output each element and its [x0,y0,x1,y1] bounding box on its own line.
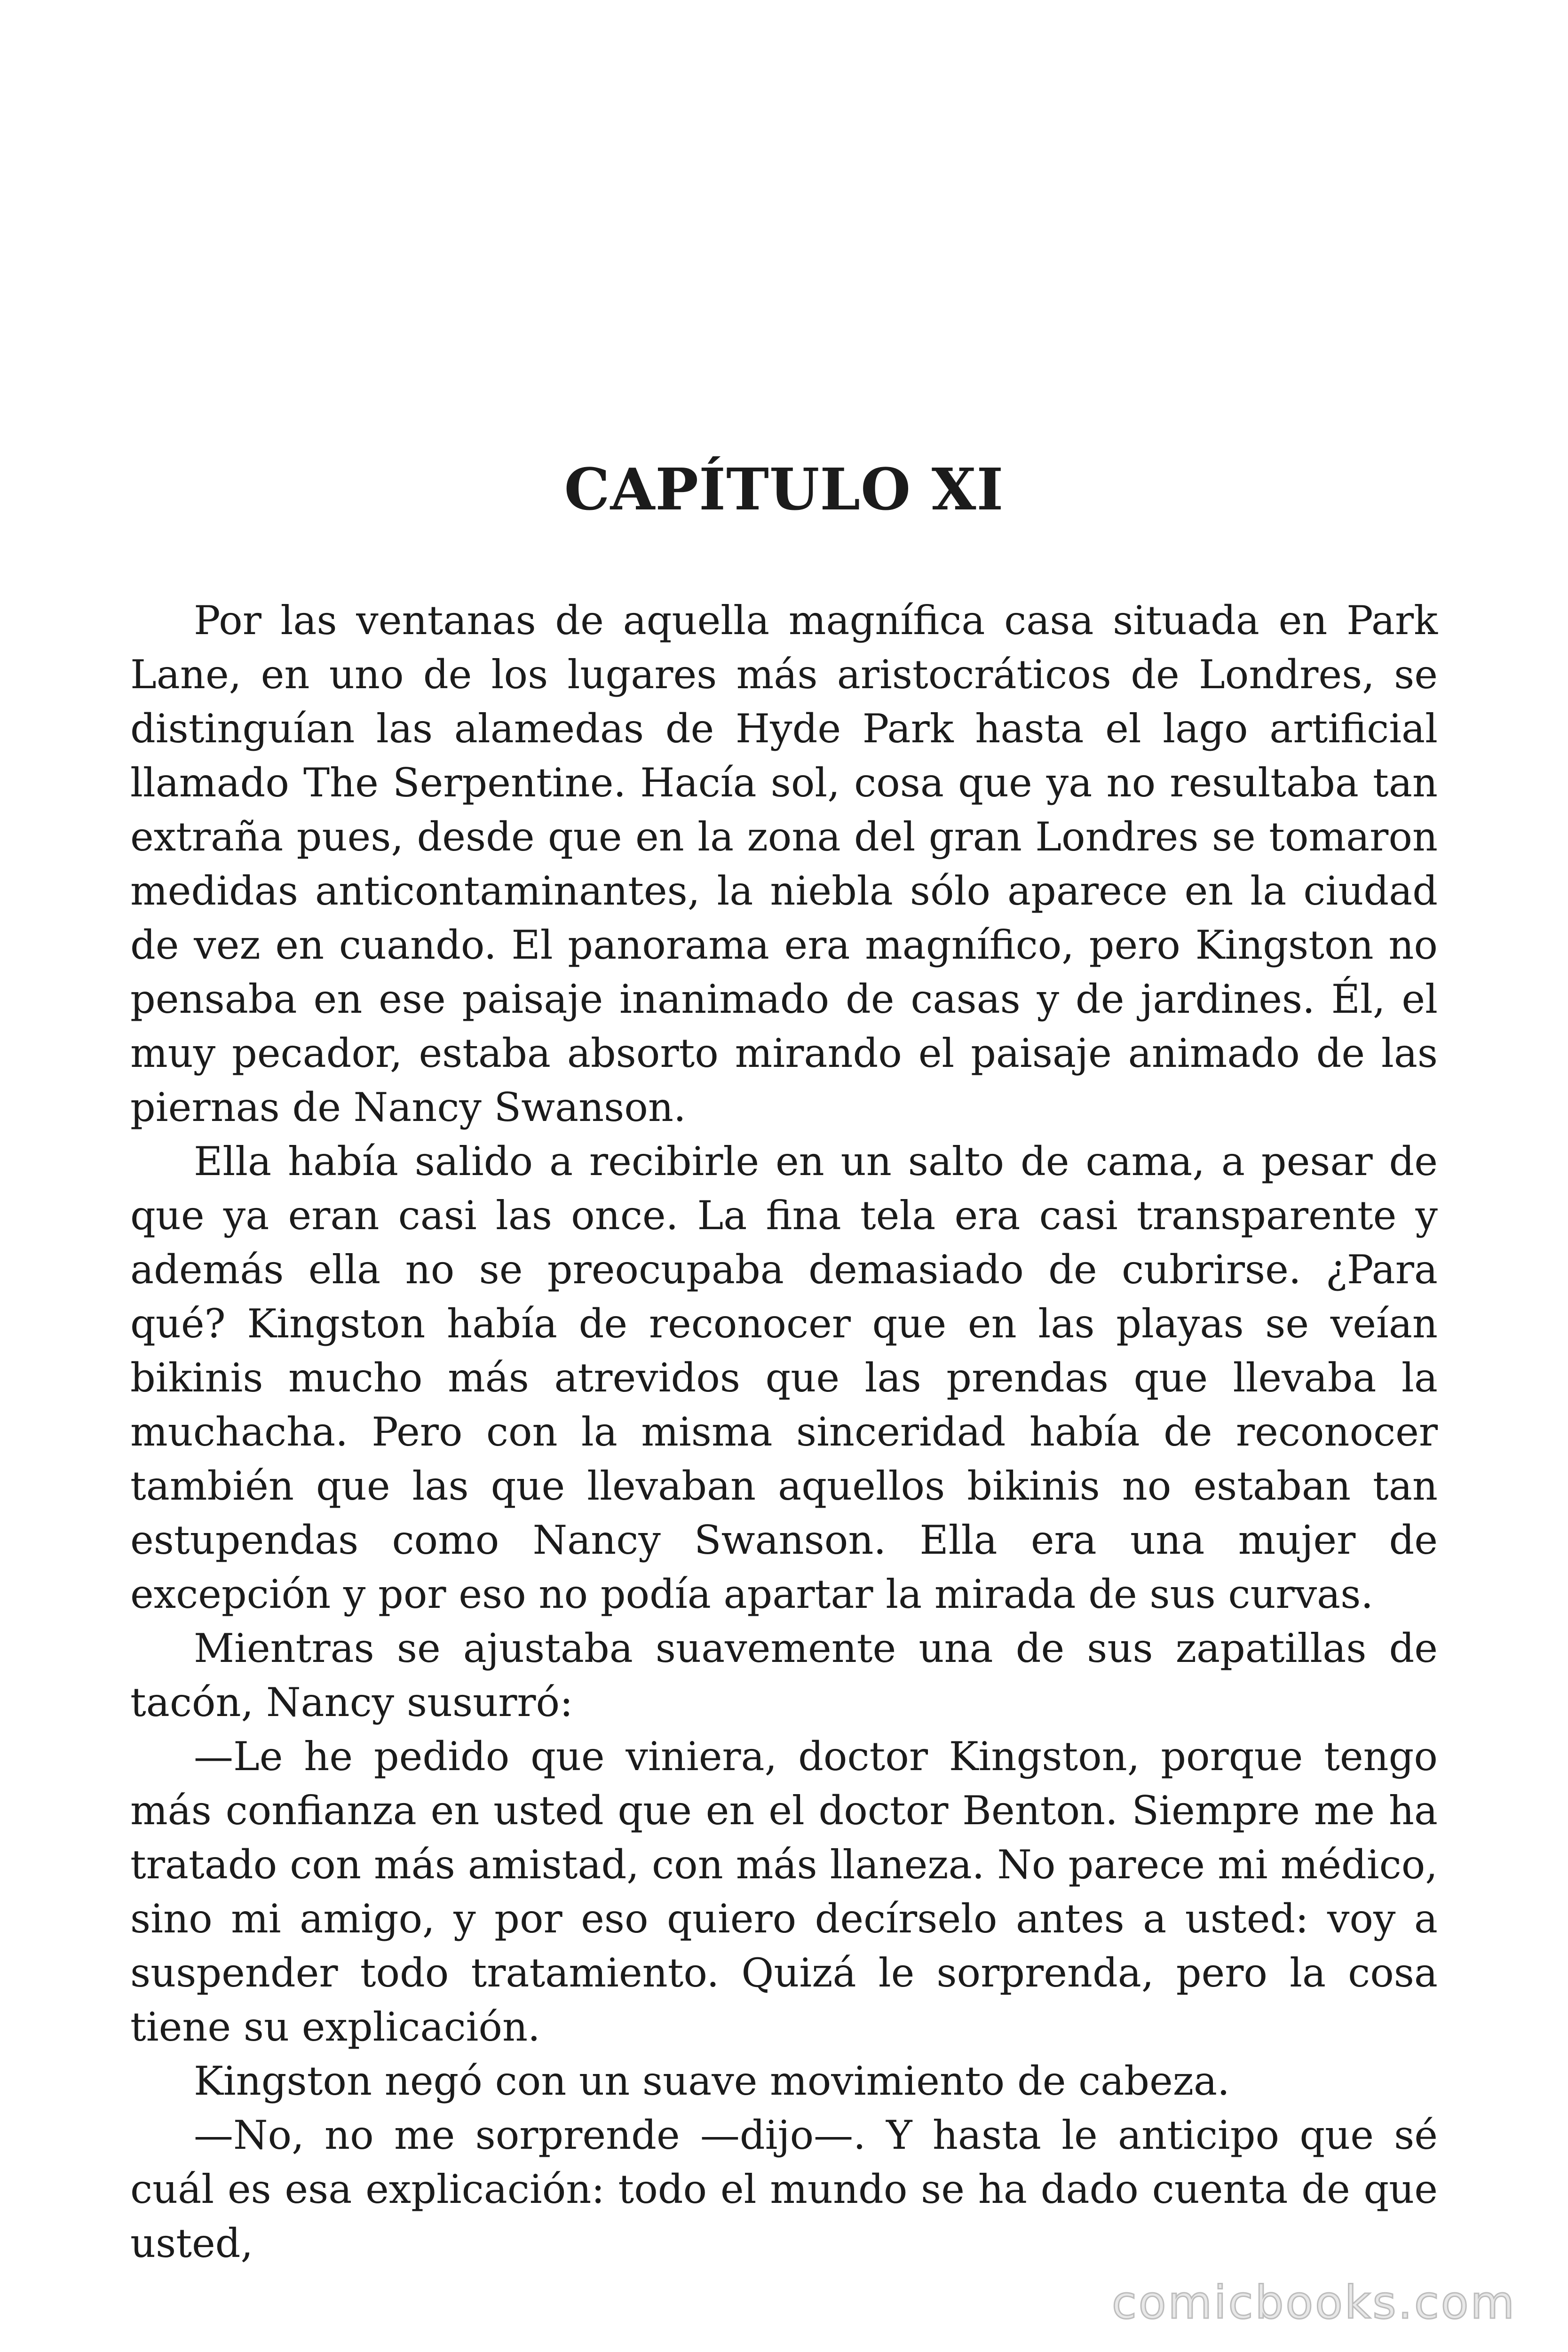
chapter-body [130,594,1438,2271]
dialogue-paragraph: —Le he pedido que viniera, doctor Kingston, porque tengo más confianza en usted que en el doctor Benton. Siempre me ha tratado con más amistad, con más llaneza. No parece mi médico, sino mi amigo, y por eso quiero decírselo antes a usted: voy a suspender todo tratamiento. Quizá le sorprenda, pero la cosa tiene su explicación. [130,1733,1438,2050]
paragraph: Por las ventanas de aquella magnífica casa situada en Park Lane, en uno de los lugares más aristocráticos de Londres, se distinguían las alamedas de Hyde Park hasta el lago artificial llamado The Serpentine. Hacía sol, cosa que ya no resultaba tan extraña pues, desde que en la zona del gran Londres se tomaron medidas anticontaminantes, la niebla sólo aparece en la ciudad de vez en cuando. El panorama era magnífico, pero Kingston no pensaba en ese paisaje inanimado de casas y de jardines. Él, el muy pecador, estaba absorto mirando el paisaje animado de las piernas de Nancy Swanson. [130,597,1438,1130]
site-watermark: comicbooks.com [1111,2276,1516,2329]
paragraph: Mientras se ajustaba suavemente una de sus zapatillas de tacón, Nancy susurró: [130,1625,1438,1725]
paragraph: Kingston negó con un suave movimiento de cabeza. [194,2058,1230,2104]
paragraph: Ella había salido a recibirle en un salto de cama, a pesar de que ya eran casi las once. La fina tela era casi transparente y además ella no se preocupaba demasiado de cubrirse. ¿Para qué? Kingston había de reconocer que en las playas se veían bikinis mucho más atrevidos que las prendas que llevaba la muchacha. Pero con la misma sinceridad había de reconocer también que las que llevaban aquellos bikinis no estaban tan estupendas como Nancy Swanson. Ella era una mujer de excepción y por eso no podía apartar la mirada de sus curvas. [130,1138,1438,1617]
chapter-title: CAPÍTULO XI [564,455,1004,523]
dialogue-paragraph: —No, no me sorprende —dijo—. Y hasta le anticipo que sé cuál es esa explicación: todo el mundo se ha dado cuenta de que usted, [130,2112,1438,2266]
